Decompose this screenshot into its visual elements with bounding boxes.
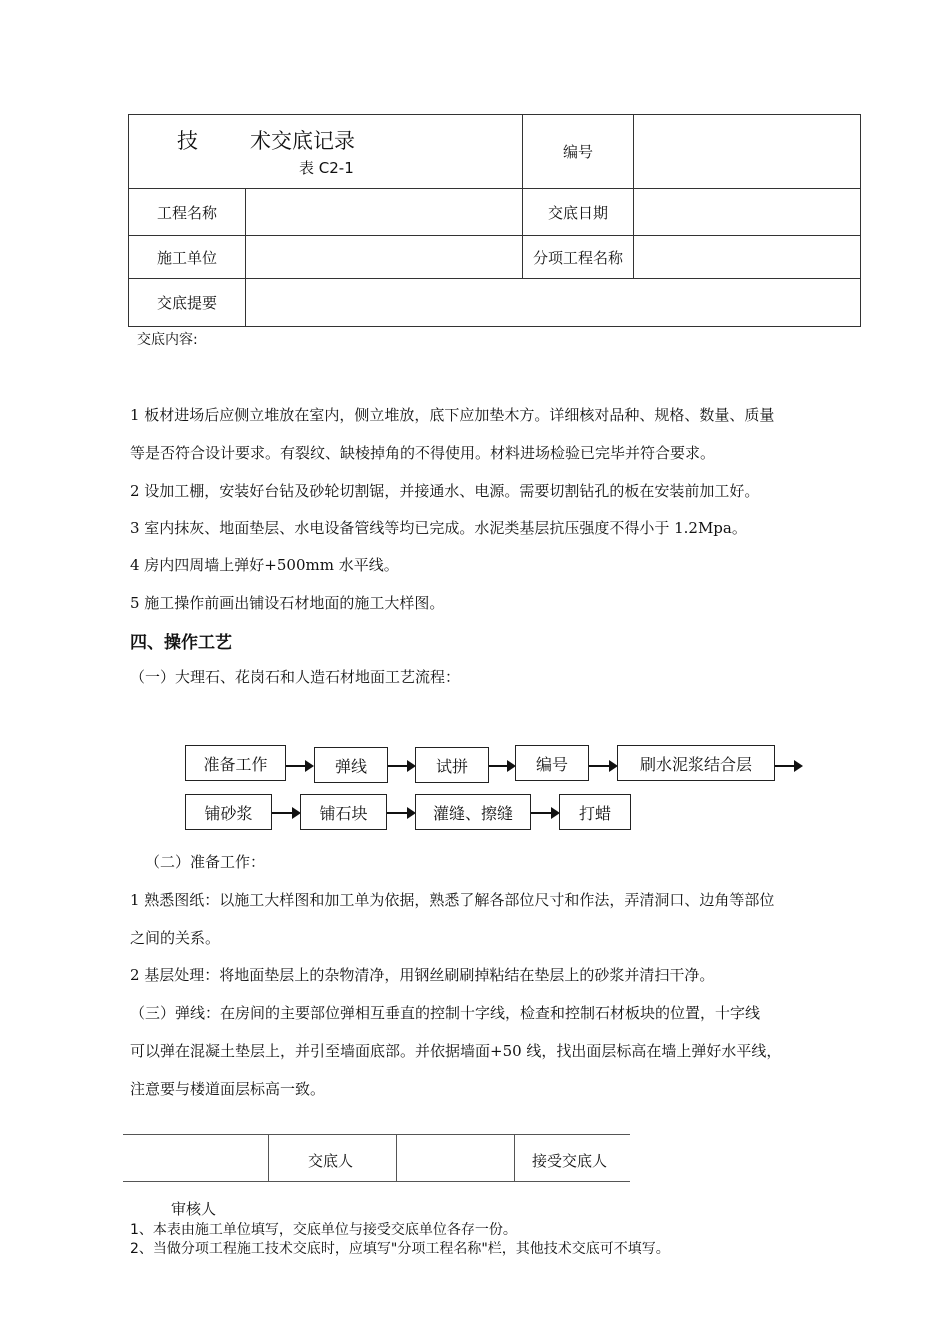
content-label: 交底内容:: [137, 332, 198, 348]
project-name-field[interactable]: [246, 189, 523, 236]
flow-subheading: （一）大理石、花岗石和人造石材地面工艺流程：: [130, 668, 461, 686]
construction-unit-field[interactable]: [246, 236, 523, 279]
date-field[interactable]: [634, 189, 861, 236]
flow-arrow: [531, 812, 552, 814]
flow-step-mortar: 铺砂浆: [185, 794, 272, 830]
flow-arrow: [589, 765, 610, 767]
sig-divider: [514, 1134, 515, 1181]
prep-line-5: 4 房内四周墙上弹好+500mm 水平线。: [130, 556, 399, 574]
flow-arrow: [489, 765, 508, 767]
work-line-1: 1 熟悉图纸：以施工大样图和加工单为依据，熟悉了解各部位尺寸和作法，弄清洞口、边角等部位: [130, 891, 775, 909]
sig-divider: [268, 1134, 269, 1181]
prep-line-6: 5 施工操作前画出铺设石材地面的施工大样图。: [130, 594, 445, 612]
summary-field[interactable]: [246, 279, 861, 327]
prep-line-2: 等是否符合设计要求。有裂纹、缺棱掉角的不得使用。材料进场检验已完毕并符合要求。: [130, 444, 716, 462]
flow-arrow: [272, 812, 293, 814]
title-cell: [129, 115, 523, 189]
work-line-5: 可以弹在混凝土垫层上，并引至墙面底部。并依据墙面+50 线，找出面层标高在墙上弹好水平线，: [130, 1042, 782, 1060]
work-line-4: （三）弹线：在房间的主要部位弹相互垂直的控制十字线，检查和控制石材板块的位置，十字线: [130, 1004, 761, 1022]
flow-step-prepare: 准备工作: [185, 745, 286, 781]
receiver-label: 接受交底人: [532, 1152, 608, 1170]
project-name-label: 工程名称: [129, 189, 246, 236]
flow-step-marking: 弹线: [314, 747, 388, 783]
prep-line-4: 3 室内抹灰、地面垫层、水电设备管线等均已完成。水泥类基层抗压强度不得小于 1.2Mpa。: [130, 519, 747, 537]
number-label: 编号: [523, 115, 634, 189]
title-part-b: 术交底记录: [250, 129, 355, 153]
form-code: 表 C2-1: [299, 159, 354, 177]
prep-line-3: 2 设加工棚，安装好台钻及砂轮切割锯，并接通水、电源。需要切割钻孔的板在安装前加工好。: [130, 482, 760, 500]
giver-field[interactable]: [397, 1135, 514, 1181]
giver-label: 交底人: [308, 1152, 354, 1170]
flow-step-stone: 铺石块: [300, 794, 387, 830]
flow-arrow: [286, 765, 306, 767]
flow-arrow: [387, 812, 408, 814]
subproject-field[interactable]: [634, 236, 861, 279]
prep-line-1: 1 板材进场后应侧立堆放在室内，侧立堆放，底下应加垫木方。详细核对品种、规格、数量、质量: [130, 406, 775, 424]
flow-arrow: [388, 765, 408, 767]
note-2: 2、当做分项工程施工技术交底时，应填写"分项工程名称"栏，其他技术交底可不填写。: [130, 1241, 670, 1257]
number-field[interactable]: [634, 115, 861, 189]
form-title: [177, 125, 355, 155]
note-1: 1、本表由施工单位填写，交底单位与接受交底单位各存一份。: [130, 1222, 517, 1238]
flow-step-grouting: 灌缝、擦缝: [415, 794, 531, 830]
title-part-a: 技: [177, 129, 198, 153]
flow-step-trial: 试拼: [415, 747, 489, 783]
sig-bottom-border: [123, 1181, 630, 1182]
work-subheading: （二）准备工作：: [145, 853, 266, 871]
work-line-2: 之间的关系。: [130, 929, 221, 947]
header-table: [128, 114, 861, 327]
reviewer-label: 审核人: [171, 1200, 217, 1218]
flow-arrow: [775, 765, 795, 767]
flow-step-waxing: 打蜡: [559, 794, 631, 830]
work-line-6: 注意要与楼道面层标高一致。: [130, 1080, 326, 1098]
work-line-3: 2 基层处理：将地面垫层上的杂物清净，用钢丝刷刷掉粘结在垫层上的砂浆并清扫干净。: [130, 966, 715, 984]
construction-unit-label: 施工单位: [129, 236, 246, 279]
section-heading: 四、操作工艺: [130, 633, 232, 653]
flow-step-cement-paste: 刷水泥浆结合层: [617, 745, 775, 781]
summary-label: 交底提要: [129, 279, 246, 327]
subproject-label: 分项工程名称: [523, 236, 634, 279]
flow-step-numbering: 编号: [515, 745, 589, 781]
date-label: 交底日期: [523, 189, 634, 236]
reviewer-field[interactable]: [124, 1135, 268, 1181]
